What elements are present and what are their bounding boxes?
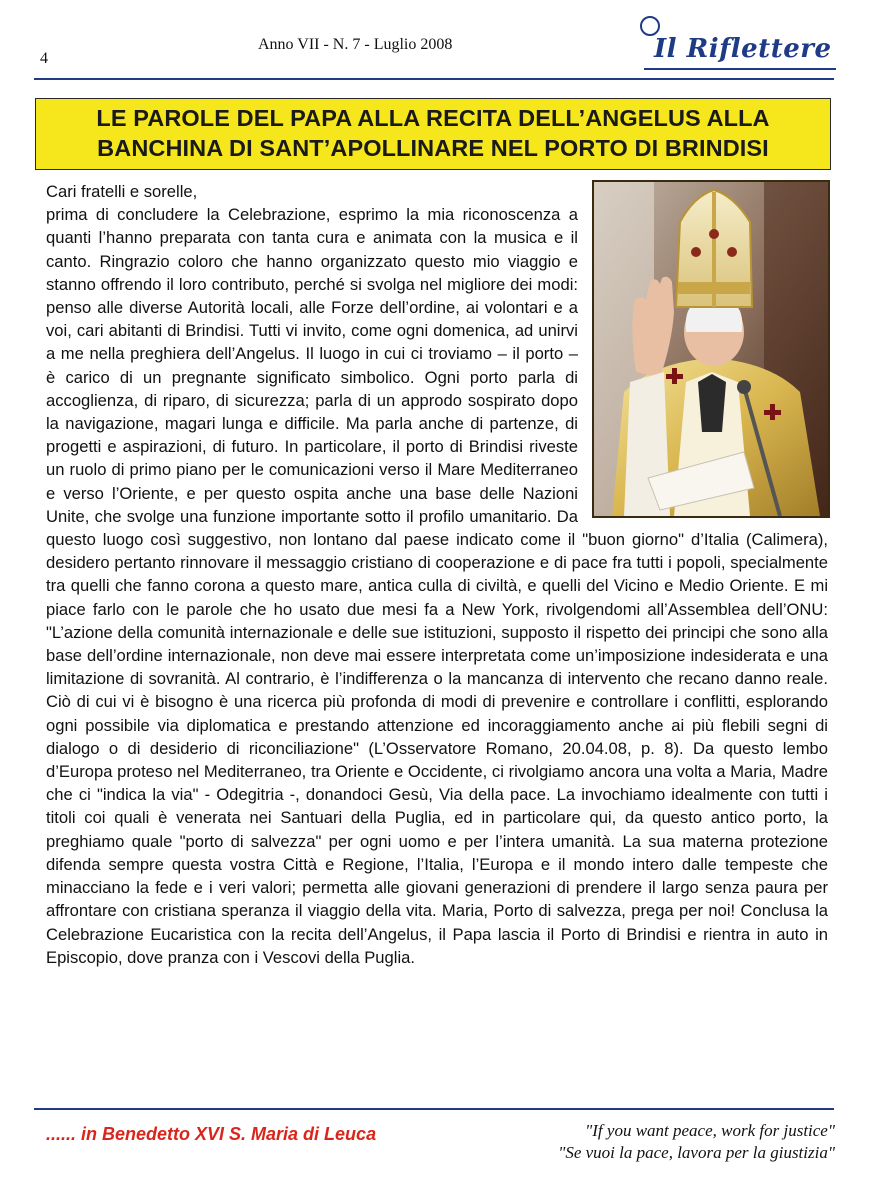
- footer-quote-en: "If you want peace, work for justice": [585, 1121, 835, 1140]
- top-divider: [34, 78, 834, 80]
- issue-line: Anno VII - N. 7 - Luglio 2008: [258, 36, 453, 53]
- footer-quotes: [558, 1120, 835, 1164]
- masthead-ring-icon: [640, 16, 660, 36]
- footer-credit: ...... in Benedetto XVI S. Maria di Leuca: [46, 1124, 377, 1144]
- headline-line-2: BANCHINA DI SANT’APOLLINARE NEL PORTO DI BRINDISI: [97, 135, 769, 161]
- page-number: 4: [40, 50, 48, 67]
- masthead-logo: [640, 14, 840, 70]
- pope-photo-image: [594, 182, 828, 516]
- pope-photo: [592, 180, 830, 518]
- footer-quote-it: "Se vuoi la pace, lavora per la giustizia": [558, 1143, 835, 1162]
- masthead-title: Il Riflettere: [654, 34, 832, 64]
- headline-line-1: LE PAROLE DEL PAPA ALLA RECITA DELL’ANGELUS ALLA: [96, 105, 770, 131]
- article-salutation: Cari fratelli e sorelle,: [46, 182, 198, 201]
- headline-box: [35, 98, 831, 170]
- bottom-divider: [34, 1108, 834, 1110]
- headline: [44, 103, 822, 163]
- article-paragraph: prima di concludere la Celebrazione, esprimo la mia riconoscenza a quanti l’hanno preparata con tanta cura e animata con la musica e il canto. Ringrazio coloro che hanno organizzato questo mio viaggio e stanno offrendo il loro contributo, perché si svolga nel migliore dei modi: penso alle diverse Autorità locali, alle Forze dell’ordine, ai volontari e a voi, cari abitanti di Brindisi. Tutti vi invito, come ogni domenica, ad unirvi a me nella preghiera dell’Angelus. Il luogo in cui ci troviamo – il porto – è carico di un pregnante significato simbolico. Ogni porto parla di accoglienza, di riparo, di sicurezza; parla di un approdo sospirato dopo la navigazione, magari lunga e difficile. Ma parla anche di partenze, di progetti e aspirazioni, di futuro. In particolare, il porto di Brindisi riveste un ruolo di primo piano per le comunicazioni verso il Mare Mediterraneo e verso l’Oriente, e per questo ospita anche una base delle Nazioni Unite, che svolge una funzione importante sotto il profilo umanitario. Da questo luogo così suggestivo, non lontano dal paese indicato come il "buon giorno" d’Italia (Calimera), desidero pertanto rinnovare il messaggio cristiano di cooperazione e di pace fra tutti i popoli, specialmente tra quelli che fanno corona a questo mare, antica culla di civiltà, e quelli del Vicino e Medio Oriente. E mi piace farlo con le parole che ho usato due mesi fa a New York, rivolgendomi all’Assemblea dell’ONU: "L’azione della comunità internazionale e delle sue istituzioni, supposto il rispetto dei principi che sono alla base dell’ordine internazionale, non deve mai essere interpretata come un’imposizione indesiderata e una limitazione di sovranità. Al contrario, è l’indifferenza o la mancanza di intervento che recano danno reale. Ciò di cui vi è bisogno è una ricerca più profonda di modi di prevenire e controllare i conflitti, esplorando ogni possibile via diplomatica e prestando attenzione ed incoraggiamento anche ai più flebili segni di dialogo o di desiderio di riconciliazione" (L’Osservatore Romano, 20.04.08, p. 8). Da questo lembo d’Europa proteso nel Mediterraneo, tra Oriente e Occidente, ci rivolgiamo ancora una volta a Maria, Madre che ci "indica la via" - Odegitria -, donandoci Gesù, Via della pace. La invochiamo idealmente con tutti i titoli coi quali è venerata nei Santuari della Puglia, ed in particolare qui, da questo antico porto, la preghiamo quale "porto di salvezza" per ogni uomo e per l’intera umanità. La sua materna protezione difenda sempre questa vostra Città e Regione, l’Italia, l’Europa e il mondo intero dalle tempeste che minacciano la fede e i veri valori; permetta alle giovani generazioni di prendere il largo senza paura per affrontare con cristiana speranza il viaggio della vita. Maria, Porto di salvezza, prega per noi! Conclusa la Celebrazione Eucaristica con la recita dell’Angelus, il Papa lascia il Porto di Brindisi e rientra in auto in Episcopio, dove pranza con i Vescovi della Puglia.: [46, 205, 828, 967]
- masthead-underline: [644, 68, 836, 70]
